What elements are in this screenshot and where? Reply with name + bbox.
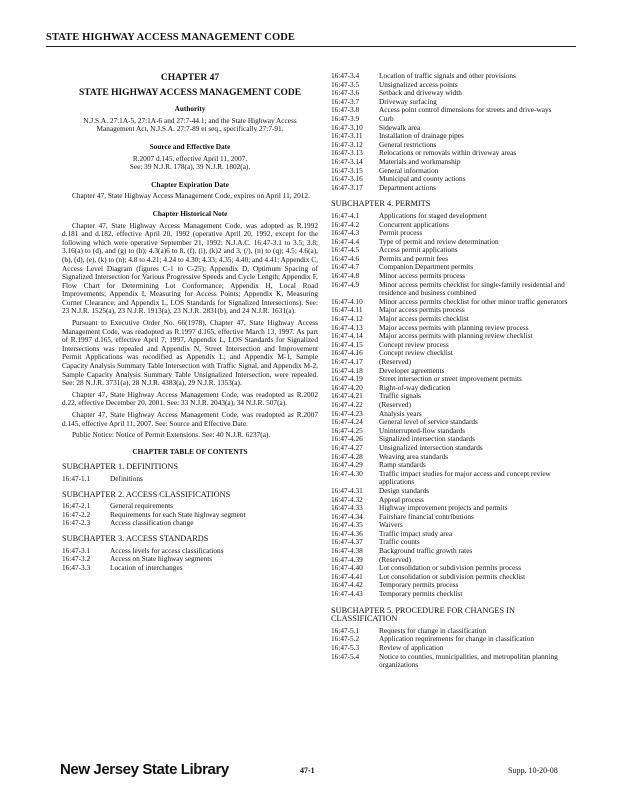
toc-entry-title: Appeal process	[379, 494, 424, 504]
toc-entry-number: 16:47-4.4	[331, 236, 360, 246]
toc-entry-title: General requirements	[110, 501, 174, 511]
toc-entry-number: 16:47-4.17	[331, 357, 363, 366]
source-heading: Source and Effective Date	[149, 141, 231, 151]
toc-entry-number: 16:47-3.3	[62, 562, 91, 572]
toc-entry	[331, 470, 579, 487]
toc-entry-number: 16:47-1.1	[62, 473, 91, 483]
toc-entry-title: Unsignalized intersection standards	[379, 442, 483, 452]
page-number: 47-1	[300, 766, 315, 775]
toc-entry-number: 16:47-4.8	[331, 271, 360, 281]
subchapter-4-list	[331, 212, 579, 599]
authority-heading: Authority	[174, 104, 206, 114]
toc-entry-title: Street intersection or street improvement permits	[379, 374, 522, 384]
toc-entry-number: 16:47-5.4	[331, 651, 360, 661]
toc-entry-title: Access classification change	[110, 518, 194, 528]
toc-entry-number: 16:47-4.26	[331, 434, 363, 444]
toc-entry-number: 16:47-5.1	[331, 625, 360, 635]
toc-entry-number: 16:47-3.17	[331, 182, 363, 192]
toc-entry-number: 16:47-4.24	[331, 417, 363, 427]
toc-entry-title: Application requirements for change in classification	[379, 634, 535, 644]
toc-entry-number: 16:47-3.5	[331, 79, 360, 89]
toc-entry-title: Signalized intersection standards	[379, 434, 476, 444]
toc-entry-number: 16:47-3.1	[62, 545, 91, 555]
toc-entry-number: 16:47-4.13	[331, 322, 363, 332]
toc-entry-number: 16:47-4.27	[331, 442, 363, 452]
toc-entry-number: 16:47-4.39	[331, 554, 363, 564]
supplement-date: Supp. 10-20-08	[508, 766, 558, 775]
toc-entry-title: Type of permit and review determination	[379, 236, 499, 246]
subchapter-5-list	[331, 627, 579, 670]
toc-entry-title: Access permit applications	[379, 245, 458, 255]
toc-entry-title: Requests for change in classification	[379, 625, 486, 635]
toc-entry-number: 16:47-4.37	[331, 537, 363, 547]
toc-entry-number: 16:47-4.43	[331, 589, 363, 599]
toc-entry	[62, 475, 318, 484]
toc-entry	[62, 564, 318, 573]
toc-entry-number: 16:47-4.31	[331, 485, 363, 495]
toc-entry-title: (Reserved)	[379, 357, 412, 366]
toc-entry-title: Traffic signals	[379, 391, 421, 401]
toc-entry-number: 16:47-4.7	[331, 262, 360, 272]
toc-entry-number: 16:47-4.1	[331, 210, 360, 220]
left-column	[62, 58, 318, 572]
toc-entry-title: Major access permits process	[379, 305, 465, 315]
history-paragraph: Public Notice: Notice of Permit Extensions. See: 40 N.J.R. 6237(a).	[72, 430, 271, 440]
toc-entry-title: Traffic impact study area	[379, 528, 453, 538]
toc-entry-title: Analysis years	[379, 408, 422, 418]
toc-entry-number: 16:47-4.34	[331, 511, 363, 521]
toc-entry	[331, 246, 579, 255]
history-paragraph: Chapter 47, State Highway Access Management Code, was adopted as R.1992 d.181 and d.182, effective April 20, 1992 (operative April 20, 1992, except for the following which were operative September 21, 1992: N.J.A.C. 16:47-3.1 to 3.5; 3.8; 3.16(a) to (d), and (g) to (h); 4.3(a)6 to 8, (f), (i), (k)2 and 3, (/), (n) to (q); 4.5; 4.6(a), (b), (d), (e), (k) to (n); 4.8 to 4.21; 4.24 to 4.30; 4.33; 4.35; 4.40; and 4.41; Appendix C, Access Level Diagram (figures C-1 to C-25); Appendix D, Optimum Spacing of Signalized Intersection for Various Progressive Speeds and Cycle Length; Appendix F, Flow Chart for Determining Lot Conformance; Appendix H, Local Road Improvements; Appendix I, Measuring for Access Points; Appendix K, Measuring Corner Clearance; and Appendix L, LOS Standards for Signalized Intersections). See: 23 N.J.R. 1525(a), 23 N.J.R. 1913(a), 23 N.J.R. 2831(b), and 24 N.J.R. 1631(a).	[62, 220, 318, 316]
toc-entry-number: 16:47-4.22	[331, 399, 363, 409]
subchapter-1-title: SUBCHAPTER 1. DEFINITIONS	[62, 462, 178, 472]
toc-entry-number: 16:47-4.41	[331, 571, 363, 581]
source-line-2: See: 39 N.J.R. 178(a), 39 N.J.R. 1802(a).	[129, 162, 251, 172]
history-heading: Chapter Historical Note	[152, 208, 228, 218]
history-paragraph: Chapter 47, State Highway Access Management Code, was readopted as R.2002 d.22, effective December 20, 2001. See: 33 N.J.R. 2043(a), 34 N.J.R. 507(a).	[62, 389, 318, 408]
toc-entry-title: Applications for staged development	[379, 210, 487, 220]
toc-entry	[331, 281, 579, 298]
authority-text: N.J.S.A. 27:1A-5, 27:1A-6 and 27:7-44.1; and the State Highway Access Management Act, N.J.S.A. 27:7-89 et seq., specifically 27:7-91.	[83, 115, 297, 134]
toc-entry-title: Review of application	[379, 643, 444, 652]
toc-entry-title: Background traffic growth rates	[379, 546, 473, 556]
running-header: STATE HIGHWAY ACCESS MANAGEMENT CODE	[46, 32, 296, 43]
toc-entry-number: 16:47-3.16	[331, 174, 363, 184]
toc-entry-title: Uninterrupted-flow standards	[379, 425, 466, 435]
toc-entry	[331, 115, 579, 124]
chapter-number: CHAPTER 47	[160, 73, 220, 83]
toc-entry-title: Major access permits with planning review checklist	[379, 331, 533, 341]
toc-entry-title: Permit process	[379, 228, 423, 238]
toc-entry-number: 16:47-5.2	[331, 634, 360, 644]
toc-entry	[331, 384, 579, 393]
toc-entry	[331, 349, 579, 358]
toc-entry-number: 16:47-4.11	[331, 305, 363, 315]
toc-entry-number: 16:47-4.3	[331, 228, 360, 238]
toc-entry-number: 16:47-4.42	[331, 580, 363, 590]
toc-entry-number: 16:47-4.14	[331, 331, 363, 341]
toc-entry	[331, 184, 579, 193]
toc-entry-number: 16:47-5.3	[331, 643, 360, 652]
toc-entry-title: Access levels for access classifications	[110, 545, 224, 555]
toc-entry-number: 16:47-3.11	[331, 131, 363, 141]
toc-entry-title: Waivers	[379, 520, 403, 530]
history-paragraph: Chapter 47, State Highway Access Management Code, was readopted as R.2007 d.145, effective April 11, 2007. See: Source and Effective Date.	[62, 410, 318, 428]
toc-entry-title: (Reserved)	[379, 399, 412, 409]
toc-entry-number: 16:47-3.9	[331, 113, 360, 123]
toc-entry-title: Lot consolidation or subdivision permits checklist	[379, 571, 526, 581]
toc-entry	[331, 590, 579, 599]
toc-entry-number: 16:47-3.15	[331, 165, 363, 175]
toc-entry	[331, 375, 579, 384]
toc-entry-title: Concept review process	[379, 339, 449, 349]
toc-entry-number: 16:47-4.23	[331, 408, 363, 418]
toc-entry-number: 16:47-3.4	[331, 71, 360, 80]
toc-entry-number: 16:47-3.2	[62, 554, 91, 564]
toc-entry-number: 16:47-4.15	[331, 339, 363, 349]
expiration-heading: Chapter Expiration Date	[151, 179, 229, 189]
toc-entry	[62, 555, 318, 564]
toc-entry	[331, 653, 579, 670]
toc-entry	[62, 519, 318, 528]
toc-entry-title: Access on State highway segments	[110, 554, 213, 564]
toc-entry-number: 16:47-4.19	[331, 374, 363, 384]
toc-entry-title: Location of interchanges	[110, 562, 183, 572]
toc-entry	[331, 547, 579, 556]
toc-entry-number: 16:47-3.7	[331, 96, 360, 106]
toc-entry-number: 16:47-3.14	[331, 156, 363, 166]
toc-entry-number: 16:47-3.12	[331, 139, 363, 149]
toc-entry-number: 16:47-4.5	[331, 245, 360, 255]
toc-entry-number: 16:47-4.38	[331, 546, 363, 556]
toc-entry-title: Department actions	[379, 182, 436, 192]
toc-entry-title: Definitions	[110, 473, 143, 483]
toc-entry	[331, 513, 579, 522]
toc-entry-number: 16:47-3.6	[331, 88, 360, 98]
subchapter-3-list-left	[62, 547, 318, 573]
toc-entry	[331, 89, 579, 98]
toc-entry	[331, 487, 579, 496]
toc-entry-number: 16:47-2.1	[62, 501, 91, 511]
subchapter-1-list	[62, 475, 318, 484]
subchapter-2-list	[62, 502, 318, 528]
subchapter-2-title: SUBCHAPTER 2. ACCESS CLASSIFICATIONS	[62, 489, 231, 499]
toc-entry	[331, 530, 579, 539]
toc-entry-title: Requirements for each State highway segment	[110, 509, 246, 519]
toc-entry-number: 16:47-4.2	[331, 219, 360, 229]
toc-entry-number: 16:47-4.9	[331, 279, 360, 289]
toc-entry-number: 16:47-4.35	[331, 520, 363, 530]
toc-entry	[331, 332, 579, 341]
toc-entry	[331, 106, 579, 115]
toc-entry-number: 16:47-4.25	[331, 425, 363, 435]
toc-entry-title: Materials and workmanship	[379, 156, 461, 166]
header-rule	[46, 46, 576, 47]
toc-entry-title: Highway improvement projects and permits	[379, 503, 508, 513]
history-paragraph: Pursuant to Executive Order No. 66(1978), Chapter 47, State Highway Access Management Code, was readopted as R.1997 d.165, effective March 13, 1997. As part of R.1997 d.165, effective April 7, 1997, Appendix L, LOS Standards for Signalized Intersections was repealed and Appendix N, Street Intersection and Improvement Permit Applications was recodified as Appendix L; and Appendix M-1, Sample Capacity Analysis Summary Table Intersection with Traffic Signal, and Appendix M-2, Sample Capacity Analysis Summary Table Unsignalized Intersection, were repealed. See: 28 N.J.R. 3731(a), 28 N.J.R. 4383(a), 29 N.J.R. 1353(a).	[62, 318, 318, 388]
toc-entry-title: Design standards	[379, 485, 430, 495]
toc-entry-title: Ramp standards	[379, 460, 426, 470]
toc-entry-title: Companion Department permits	[379, 262, 474, 272]
toc-entry	[331, 158, 579, 167]
toc-entry-title: Right-of-way dedication	[379, 382, 451, 392]
source-line-1: R.2007 d.145, effective April 11, 2007.	[132, 153, 248, 163]
toc-entry-title: Traffic impact studies for major access and concept review applications	[379, 468, 551, 487]
toc-entry-number: 16:47-2.3	[62, 518, 91, 528]
toc-entry-number: 16:47-4.36	[331, 528, 363, 538]
toc-entry-number: 16:47-2.2	[62, 509, 91, 519]
toc-entry	[331, 392, 579, 401]
toc-entry-title: (Reserved)	[379, 554, 412, 564]
toc-entry-number: 16:47-4.21	[331, 391, 363, 401]
toc-entry-title: Temporary permits checklist	[379, 589, 463, 599]
toc-entry-title: Concept review checklist	[379, 348, 453, 358]
toc-entry-number: 16:47-4.20	[331, 382, 363, 392]
toc-entry	[331, 635, 579, 644]
toc-entry-number: 16:47-4.32	[331, 494, 363, 504]
toc-entry-title: Notice to counties, municipalities, and metropolitan planning organizations	[379, 651, 558, 670]
toc-entry-title: Concurrent applications	[379, 219, 449, 229]
toc-entry-title: Municipal and county actions	[379, 174, 466, 184]
toc-entry-number: 16:47-3.10	[331, 122, 363, 132]
toc-entry	[331, 341, 579, 350]
subchapter-3-title: SUBCHAPTER 3. ACCESS STANDARDS	[62, 533, 209, 543]
toc-entry-number: 16:47-4.6	[331, 253, 360, 263]
toc-entry-title: Fairshare financial contributions	[379, 511, 474, 521]
toc-entry-title: Minor access permits checklist for other minor traffic generators	[379, 296, 568, 306]
toc-entry-title: Major access permits checklist	[379, 314, 469, 324]
right-column	[331, 72, 579, 670]
toc-entry-title: General level of service standards	[379, 417, 478, 427]
toc-entry-number: 16:47-4.12	[331, 314, 363, 324]
toc-entry	[331, 453, 579, 462]
toc-entry-title: Access point control dimensions for streets and drive-ways	[379, 105, 552, 115]
toc-entry-title: Developer agreements	[379, 365, 445, 375]
toc-entry-number: 16:47-4.28	[331, 451, 363, 461]
toc-entry-title: Lot consolidation or subdivision permits process	[379, 563, 522, 573]
toc-entry	[331, 358, 579, 367]
toc-entry-number: 16:47-4.10	[331, 296, 363, 306]
toc-entry-title: Traffic counts	[379, 537, 420, 547]
toc-entry-number: 16:47-3.13	[331, 148, 363, 158]
expiration-text: Chapter 47, State Highway Access Management Code, expires on April 11, 2012.	[72, 191, 310, 201]
toc-entry-title: Unsignalized access points	[379, 79, 458, 89]
toc-entry-title: Location of traffic signals and other provisions	[379, 71, 516, 80]
subchapter-3-list-right	[331, 72, 579, 192]
toc-entry-number: 16:47-4.40	[331, 563, 363, 573]
toc-entry	[331, 132, 579, 141]
toc-entry-number: 16:47-4.33	[331, 503, 363, 513]
toc-entry	[331, 175, 579, 184]
toc-entry	[331, 221, 579, 230]
toc-entry-title: Weaving area standards	[379, 451, 449, 461]
toc-entry	[331, 444, 579, 453]
subchapter-5-title: SUBCHAPTER 5. PROCEDURE FOR CHANGES IN CLASSIFICATION	[331, 605, 515, 624]
chapter-name: STATE HIGHWAY ACCESS MANAGEMENT CODE	[78, 87, 302, 98]
toc-heading: CHAPTER TABLE OF CONTENTS	[132, 446, 248, 456]
toc-entry-title: General information	[379, 165, 439, 175]
toc-entry-title: Sidewalk area	[379, 122, 421, 132]
toc-entry-title: Installation of drainage pipes	[379, 131, 464, 141]
toc-entry-title: Major access permits with planning review process	[379, 322, 529, 332]
toc-entry	[331, 521, 579, 530]
toc-entry-title: Temporary permits process	[379, 580, 459, 590]
toc-entry	[331, 401, 579, 410]
toc-entry-title: Minor access permits process	[379, 271, 466, 281]
toc-entry-title: Curb	[379, 113, 394, 123]
toc-entry-title: General restrictions	[379, 139, 437, 149]
toc-entry	[331, 212, 579, 221]
toc-entry-title: Driveway surfacing	[379, 96, 437, 106]
toc-entry-number: 16:47-3.8	[331, 105, 360, 115]
toc-entry-number: 16:47-4.29	[331, 460, 363, 470]
subchapter-4-title: SUBCHAPTER 4. PERMITS	[331, 199, 431, 209]
toc-entry-title: Setback and driveway width	[379, 88, 462, 98]
library-name: New Jersey State Library	[60, 761, 229, 778]
toc-entry-title: Minor access permits checklist for single-family residential and residence and business combined	[379, 279, 565, 298]
toc-entry-number: 16:47-4.30	[331, 468, 363, 478]
toc-entry-title: Relocations or removals within driveway areas	[379, 148, 517, 158]
toc-entry-number: 16:47-4.16	[331, 348, 363, 358]
toc-entry-number: 16:47-4.18	[331, 365, 363, 375]
toc-entry-title: Permits and permit fees	[379, 253, 449, 263]
